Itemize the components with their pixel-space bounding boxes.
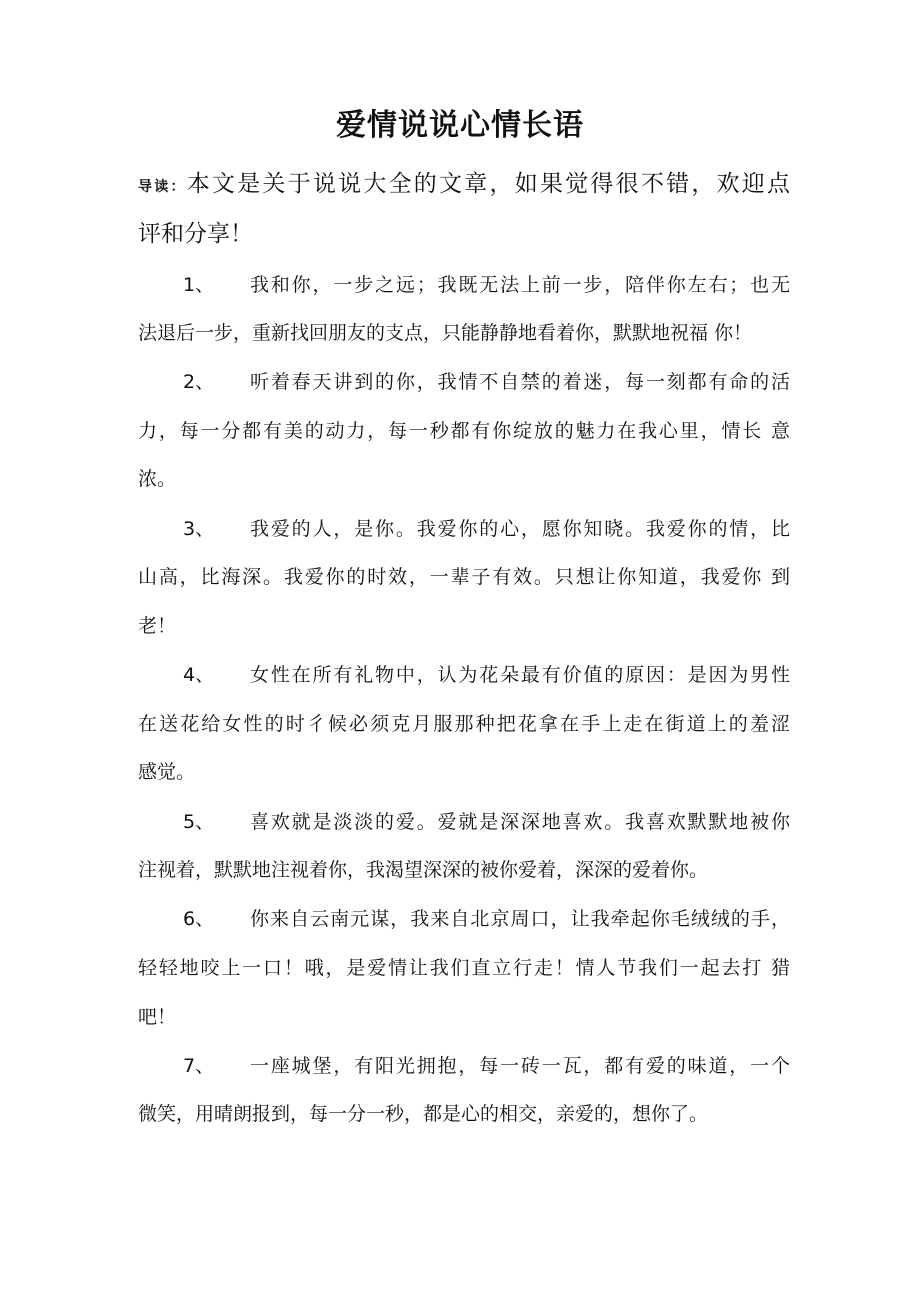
item-line: 微笑，用晴朗报到，每一分一秒，都是心的相交，亲爱的，想你了。	[138, 1103, 709, 1125]
item-line: 浓。	[138, 468, 177, 490]
intro-line	[138, 172, 790, 199]
item-number: 5、	[183, 811, 215, 833]
item-line: 老！	[138, 615, 177, 637]
intro-text: 本文是关于说说大全的文章，如果觉得很不错，欢迎点	[186, 171, 791, 197]
item-number: 4、	[183, 664, 215, 686]
item-line: 吧！	[138, 1006, 177, 1028]
item-number: 6、	[183, 908, 215, 930]
item-number: 1、	[183, 274, 215, 296]
item-line: 听着春天讲到的你，我情不自禁的着迷，每一刻都有命的活	[250, 371, 790, 393]
item-line: 你来自云南元谋，我来自北京周口，让我牵起你毛绒绒的手，	[250, 908, 790, 930]
document-title: 爱情说说心情长语	[336, 108, 584, 143]
item-line: 我爱的人，是你。我爱你的心，愿你知晓。我爱你的情，比	[250, 518, 790, 540]
item-line: 法退后一步，重新找回朋友的支点，只能静静地看着你，默默地祝福 你！	[138, 322, 753, 344]
item-line: 喜欢就是淡淡的爱。爱就是深深地喜欢。我喜欢默默地被你	[250, 811, 790, 833]
item-line: 一座城堡，有阳光拥抱，每一砖一瓦，都有爱的味道，一个	[250, 1055, 790, 1077]
item-line: 感觉。	[138, 761, 196, 783]
item-line: 在送花给女性的时彳候必须克月服那种把花拿在手上走在街道上的羞涩	[138, 713, 790, 735]
intro-line: 评和分享！	[138, 221, 253, 247]
item-number: 2、	[183, 371, 215, 393]
item-line: 轻轻地咬上一口！哦，是爱情让我们直立行走！情人节我们一起去打 猎	[138, 957, 790, 979]
item-line: 我和你，一步之远；我既无法上前一步，陪伴你左右；也无	[250, 274, 790, 296]
item-number: 7、	[183, 1055, 215, 1077]
item-line: 女性在所有礼物中，认为花朵最有价值的原因：是因为男性	[250, 664, 790, 686]
item-line: 注视着，默默地注视着你，我渴望深深的被你爱着，深深的爱着你。	[138, 859, 709, 881]
item-number: 3、	[183, 518, 215, 540]
item-line: 山高，比海深。我爱你的时效，一辈子有效。只想让你知道，我爱你 到	[138, 566, 790, 588]
intro-label: 导读：	[138, 179, 187, 195]
item-line: 力，每一分都有美的动力，每一秒都有你绽放的魅力在我心里，情长 意	[138, 420, 790, 442]
